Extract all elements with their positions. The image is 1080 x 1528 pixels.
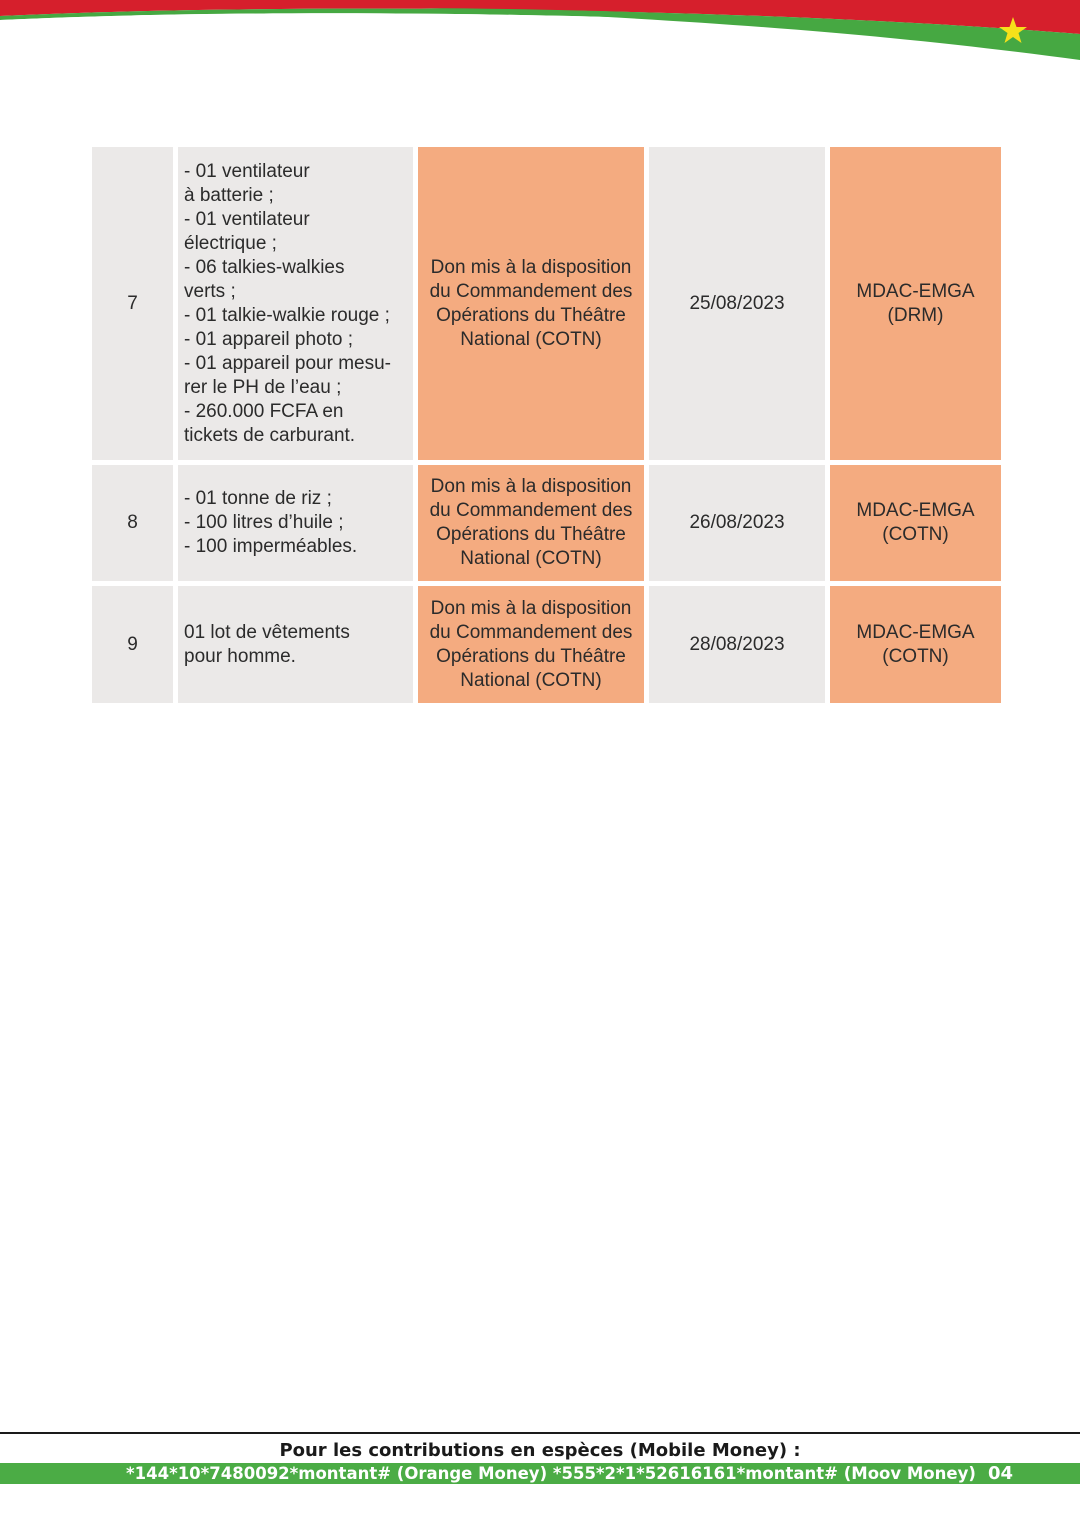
destination-cell <box>830 586 1001 703</box>
mobile-money-codes: *144*10*7480092*montant# (Orange Money) *555*2*1*52616161*montant# (Moov Money) <box>126 1464 976 1483</box>
list-item: - 01 ventilateur <box>184 208 310 230</box>
items-cell <box>178 586 413 703</box>
list-item: à batterie ; <box>184 184 274 206</box>
items-list <box>184 487 409 559</box>
destination-text: MDAC-EMGA (COTN) <box>856 621 975 667</box>
list-item: pour homme. <box>184 645 296 667</box>
list-item: - 01 tonne de riz ; <box>184 488 332 509</box>
nature-text: Don mis à la disposition du Commandement des Opérations du Théâtre National (COTN) <box>429 256 633 350</box>
list-item: - 01 appareil photo ; <box>184 328 354 350</box>
items-cell <box>178 147 413 460</box>
list-item: tickets de carburant. <box>184 424 356 446</box>
row-number: 8 <box>92 465 173 581</box>
destination-text: MDAC-EMGA (COTN) <box>856 500 975 545</box>
row-number: 9 <box>92 586 173 703</box>
list-item: électrique ; <box>184 232 277 254</box>
list-item: - 01 talkie-walkie rouge ; <box>184 304 390 326</box>
row-number: 7 <box>92 147 173 460</box>
items-list <box>184 621 409 669</box>
nature-text: Don mis à la disposition du Commandement des Opérations du Théâtre National (COTN) <box>429 476 633 569</box>
destination-text: MDAC-EMGA (DRM) <box>856 280 975 326</box>
list-item: - 100 litres d’huile ; <box>184 512 344 533</box>
table-row <box>92 586 1001 703</box>
list-item: rer le PH de l’eau ; <box>184 376 342 398</box>
items-list <box>184 160 409 448</box>
donations-table-container <box>92 147 990 703</box>
footer-divider <box>0 1432 1080 1434</box>
table-row <box>92 147 1001 460</box>
nature-cell <box>418 465 644 581</box>
header-flag-band <box>0 0 1080 70</box>
page-number: 04 <box>988 1463 1014 1484</box>
destination-cell <box>830 465 1001 581</box>
footer-title: Pour les contributions en espèces (Mobile Money) : <box>279 1440 801 1461</box>
date-cell: 25/08/2023 <box>649 147 825 460</box>
date-cell: 28/08/2023 <box>649 586 825 703</box>
list-item: verts ; <box>184 280 236 302</box>
nature-cell <box>418 147 644 460</box>
list-item: - 100 imperméables. <box>184 536 358 557</box>
items-cell <box>178 465 413 581</box>
nature-text: Don mis à la disposition du Commandement des Opérations du Théâtre National (COTN) <box>429 597 633 691</box>
donations-table <box>87 142 1006 708</box>
list-item: - 01 appareil pour mesu- <box>184 352 391 374</box>
list-item: - 260.000 FCFA en <box>184 400 344 422</box>
list-item: - 01 ventilateur <box>184 160 310 182</box>
nature-cell <box>418 586 644 703</box>
list-item: 01 lot de vêtements <box>184 621 350 643</box>
destination-cell <box>830 147 1001 460</box>
date-cell: 26/08/2023 <box>649 465 825 581</box>
table-row <box>92 465 1001 581</box>
list-item: - 06 talkies-walkies <box>184 256 345 278</box>
